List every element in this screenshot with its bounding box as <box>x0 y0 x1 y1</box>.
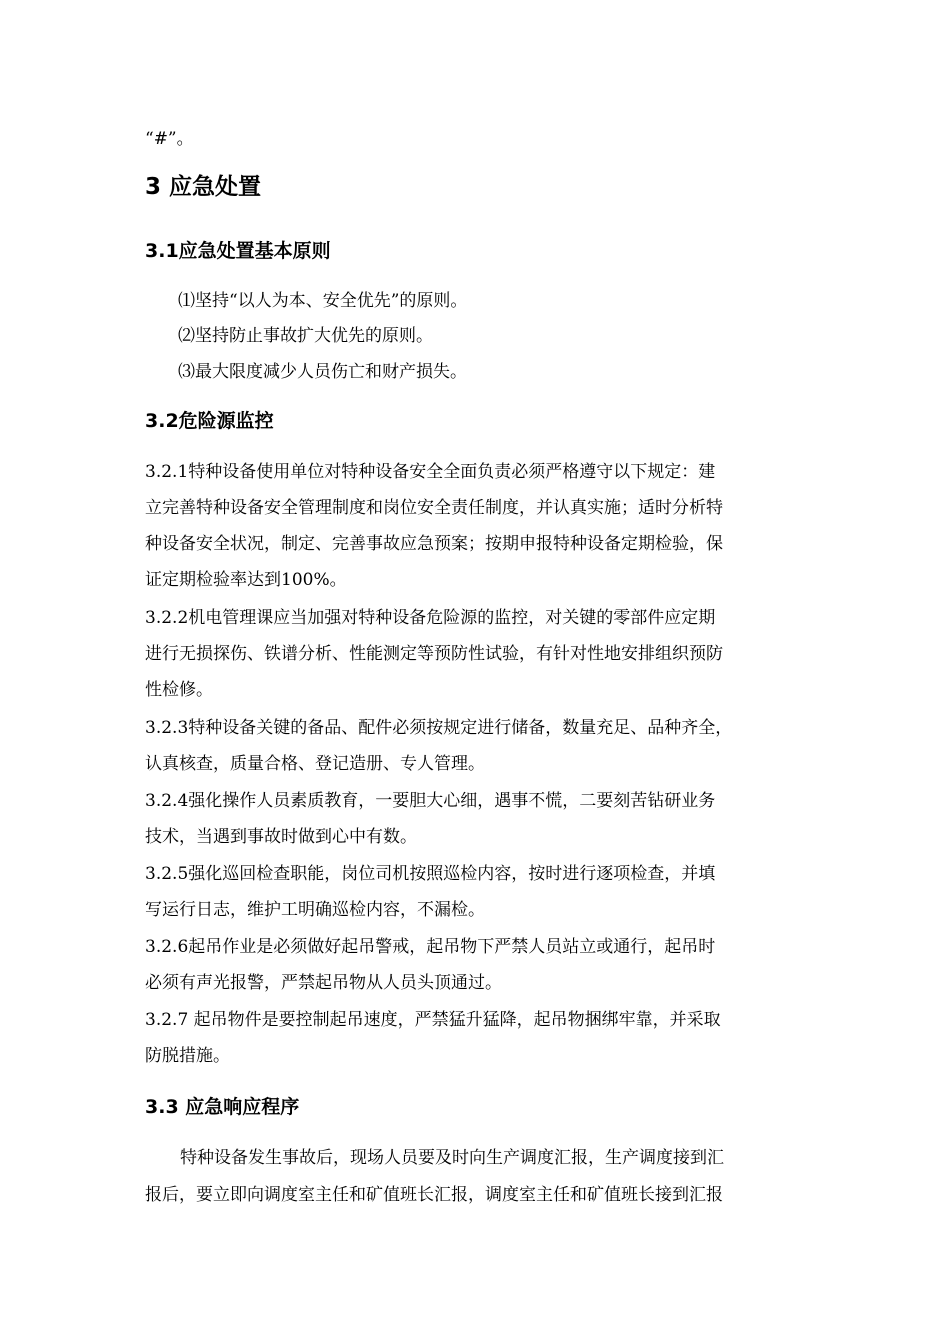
section-3-2-heading: 3.2危险源监控 <box>145 410 274 432</box>
section-3-1-heading: 3.1应急处置基本原则 <box>145 240 331 262</box>
body-line: 3.2.2机电管理课应当加强对特种设备危险源的监控，对关键的零部件应定期 <box>145 608 716 628</box>
section-3-heading: 3 应急处置 <box>145 174 262 200</box>
body-line: 性检修。 <box>145 680 213 700</box>
body-line: 认真核查，质量合格、登记造册、专人管理。 <box>145 754 485 774</box>
principle-item: ⑵坚持防止事故扩大优先的原则。 <box>178 326 433 346</box>
principle-item: ⑴坚持“以人为本、安全优先”的原则。 <box>178 291 468 311</box>
body-line: 报后，要立即向调度室主任和矿值班长汇报，调度室主任和矿值班长接到汇报 <box>145 1185 723 1205</box>
body-line: 证定期检验率达到100%。 <box>145 570 347 590</box>
body-line: 3.2.4强化操作人员素质教育，一要胆大心细，遇事不慌，二要刻苦钻研业务 <box>145 791 716 811</box>
top-fragment: “#”。 <box>145 129 194 149</box>
body-line: 3.2.5强化巡回检查职能，岗位司机按照巡检内容，按时进行逐项检查，并填 <box>145 864 716 884</box>
body-line: 立完善特种设备安全管理制度和岗位安全责任制度，并认真实施；适时分析特 <box>145 498 723 518</box>
body-line: 种设备安全状况，制定、完善事故应急预案；按期申报特种设备定期检验，保 <box>145 534 723 554</box>
body-line: 3.2.7 起吊物件是要控制起吊速度，严禁猛升猛降，起吊物捆绑牢靠，并采取 <box>145 1010 721 1030</box>
body-line: 特种设备发生事故后，现场人员要及时向生产调度汇报，生产调度接到汇 <box>180 1148 724 1168</box>
body-line: 必须有声光报警，严禁起吊物从人员头顶通过。 <box>145 973 502 993</box>
body-line: 进行无损探伤、铁谱分析、性能测定等预防性试验，有针对性地安排组织预防 <box>145 644 723 664</box>
section-3-3-heading: 3.3 应急响应程序 <box>145 1096 300 1118</box>
body-line: 3.2.6起吊作业是必须做好起吊警戒，起吊物下严禁人员站立或通行，起吊时 <box>145 937 716 957</box>
body-line: 防脱措施。 <box>145 1046 230 1066</box>
body-line: 技术，当遇到事故时做到心中有数。 <box>145 827 417 847</box>
body-line: 3.2.1特种设备使用单位对特种设备安全全面负责必须严格遵守以下规定：建 <box>145 462 716 482</box>
body-line: 写运行日志，维护工明确巡检内容，不漏检。 <box>145 900 485 920</box>
principle-item: ⑶最大限度减少人员伤亡和财产损失。 <box>178 362 467 382</box>
body-line: 3.2.3特种设备关键的备品、配件必须按规定进行储备，数量充足、品种齐全， <box>145 718 733 738</box>
